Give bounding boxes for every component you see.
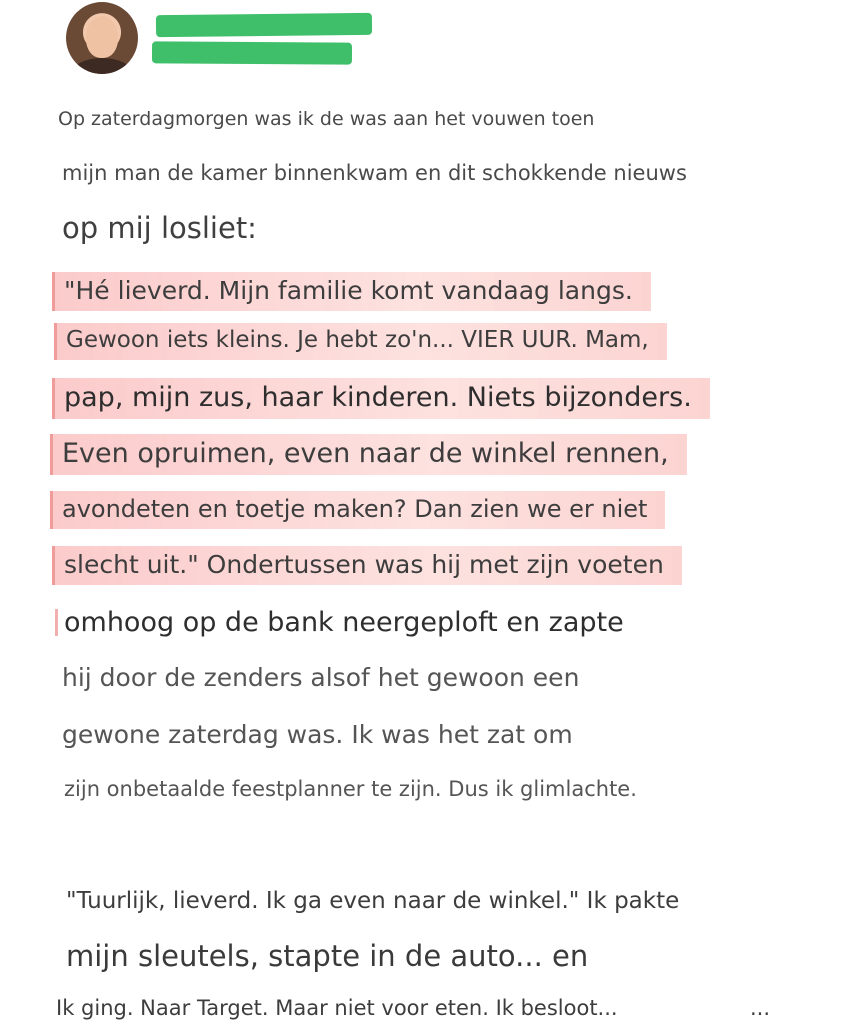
highlighted-line: Gewoon iets kleins. Je hebt zo'n... VIER UUR. Mam,	[66, 327, 649, 353]
text-line: Op zaterdagmorgen was ik de was aan het vouwen toen	[58, 108, 595, 130]
text-line: Ik ging. Naar Target. Maar niet voor eten. Ik besloot...	[56, 996, 618, 1020]
text-line: gewone zaterdag was. Ik was het zat om	[62, 720, 573, 749]
ellipsis-text: ...	[750, 996, 771, 1020]
highlighted-line: avondeten en toetje maken? Dan zien we er niet	[62, 495, 648, 523]
text-line: mijn sleutels, stapte in de auto... en	[66, 939, 589, 973]
highlighted-line: slecht uit." Ondertussen was hij met zijn voeten	[64, 550, 664, 579]
post-header	[0, 0, 853, 100]
avatar-face	[86, 16, 118, 58]
avatar[interactable]	[66, 2, 138, 74]
text-line: "Tuurlijk, lieverd. Ik ga even naar de winkel." Ik pakte	[66, 888, 680, 914]
redacted-username	[156, 13, 372, 37]
text-line: mijn man de kamer binnenkwam en dit schokkende nieuws	[62, 161, 687, 185]
highlighted-line: "Hé lieverd. Mijn familie komt vandaag langs.	[64, 276, 633, 305]
text-line: hij door de zenders alsof het gewoon een	[62, 663, 580, 692]
text-line: op mij losliet:	[62, 211, 257, 245]
avatar-shoulders	[72, 58, 132, 74]
highlighted-line: pap, mijn zus, haar kinderen. Niets bijzonders.	[64, 382, 692, 413]
text-line: zijn onbetaalde feestplanner te zijn. Dus ik glimlachte.	[64, 777, 637, 801]
text-line: omhoog op de bank neergeploft en zapte	[55, 609, 624, 636]
highlighted-line: Even opruimen, even naar de winkel rennen,	[62, 438, 669, 469]
redacted-handle	[152, 41, 352, 64]
